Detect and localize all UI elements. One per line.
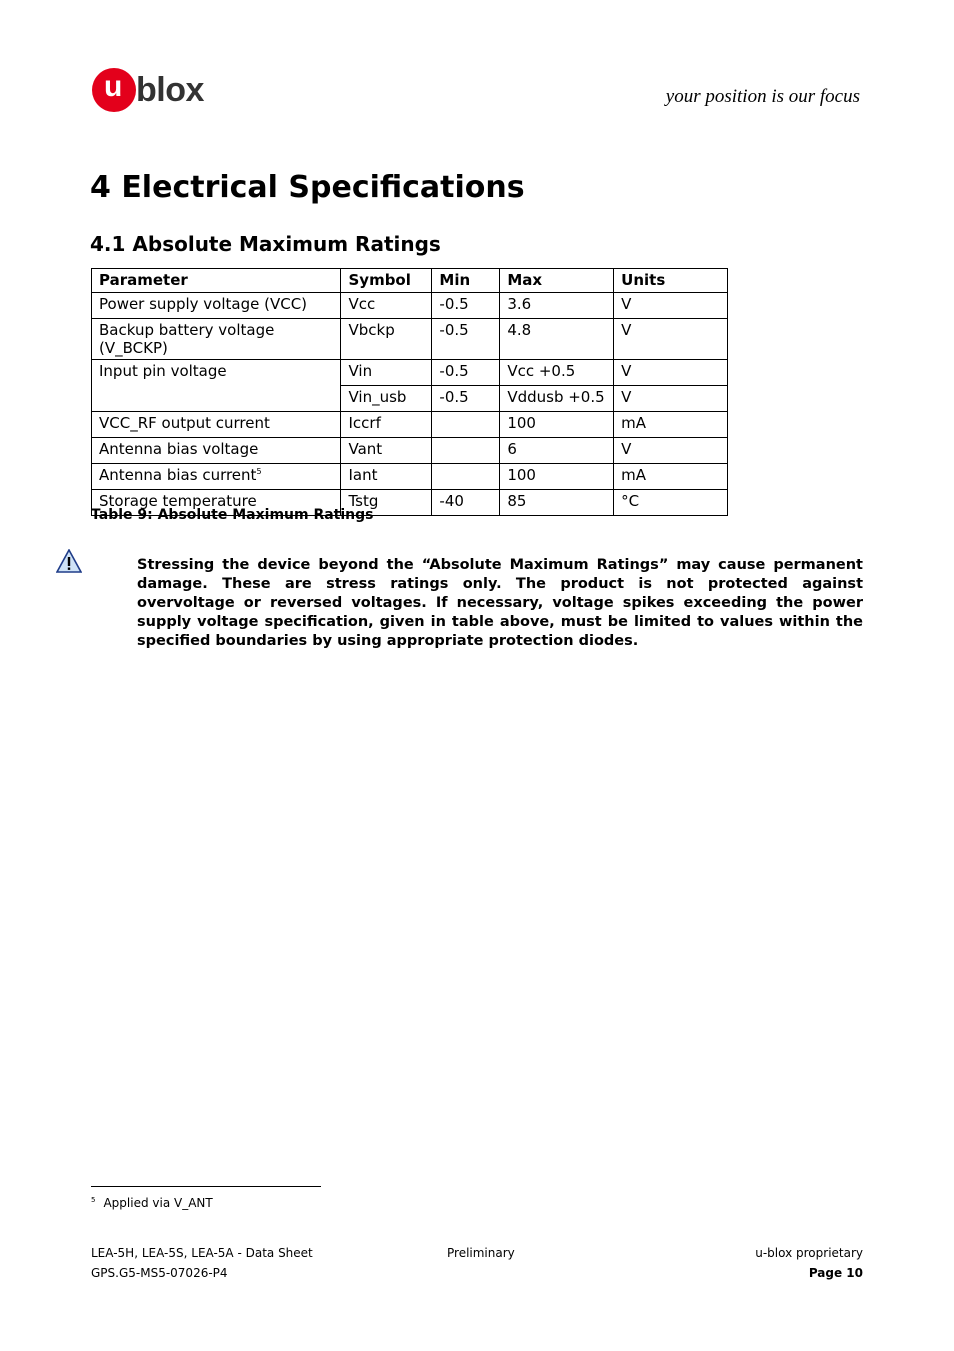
- cell-parameter: Antenna bias voltage: [92, 438, 341, 464]
- cell-max: 4.8: [500, 319, 614, 360]
- cell-max: Vcc +0.5: [500, 360, 614, 386]
- cell-symbol: Vin: [341, 360, 432, 386]
- cell-parameter: Input pin voltage: [92, 360, 341, 412]
- section-title: 4 Electrical Specifications: [90, 170, 525, 205]
- footer-proprietary: u-blox proprietary: [755, 1246, 863, 1260]
- cell-symbol: Tstg: [341, 490, 432, 516]
- cell-symbol: Iccrf: [341, 412, 432, 438]
- cell-units: V: [614, 386, 728, 412]
- footnote-text: Applied via V_ANT: [103, 1196, 213, 1210]
- footnote-ref[interactable]: 5: [256, 467, 262, 476]
- cell-min: -40: [432, 490, 500, 516]
- logo-letter: u: [104, 70, 123, 103]
- cell-max: 3.6: [500, 293, 614, 319]
- table-row: [92, 293, 728, 319]
- header-symbol: Symbol: [341, 269, 432, 293]
- cell-min: -0.5: [432, 293, 500, 319]
- cell-units: V: [614, 360, 728, 386]
- cell-min: [432, 412, 500, 438]
- cell-min: -0.5: [432, 319, 500, 360]
- cell-max: 100: [500, 464, 614, 490]
- table-row: [92, 360, 728, 386]
- cell-parameter: [92, 464, 341, 490]
- cell-units: mA: [614, 464, 728, 490]
- cell-max: Vddusb +0.5: [500, 386, 614, 412]
- cell-units: V: [614, 319, 728, 360]
- footnote-number: 5: [91, 1196, 96, 1204]
- cell-min: [432, 438, 500, 464]
- footnote-divider: [91, 1186, 321, 1187]
- cell-symbol: Iant: [341, 464, 432, 490]
- footer-status: Preliminary: [447, 1246, 515, 1260]
- footer-doc-title: LEA-5H, LEA-5S, LEA-5A - Data Sheet: [91, 1246, 313, 1260]
- ublox-logo: [92, 66, 222, 116]
- footer-page-number: Page 10: [808, 1266, 863, 1280]
- tagline: your position is our focus: [665, 86, 860, 107]
- warning-text: Stressing the device beyond the “Absolute Maximum Ratings” may cause permanent damage. These are stress ratings only. The product is not protected against overvoltage or reversed voltages. If necessary, voltage spikes exceeding the power supply voltage specification, given in table above, must be limited to values within the specified boundaries by using appropriate protection diodes.: [137, 557, 863, 649]
- cell-max: 85: [500, 490, 614, 516]
- footer-doc-number: GPS.G5-MS5-07026-P4: [91, 1266, 228, 1280]
- cell-units: mA: [614, 412, 728, 438]
- cell-symbol: Vin_usb: [341, 386, 432, 412]
- cell-min: -0.5: [432, 360, 500, 386]
- table-header-row: [92, 269, 728, 293]
- subsection-title: 4.1 Absolute Maximum Ratings: [90, 232, 441, 256]
- cell-units: V: [614, 293, 728, 319]
- cell-parameter: VCC_RF output current: [92, 412, 341, 438]
- table-row: [92, 464, 728, 490]
- table-caption: Table 9: Absolute Maximum Ratings: [91, 507, 374, 523]
- table-row: [92, 438, 728, 464]
- cell-max: 6: [500, 438, 614, 464]
- logo-text: blox: [136, 71, 204, 109]
- cell-symbol: Vcc: [341, 293, 432, 319]
- warning-triangle-icon: [56, 549, 82, 573]
- cell-parameter: Backup battery voltage (V_BCKP): [92, 319, 341, 360]
- cell-parameter: Storage temperature: [92, 490, 341, 516]
- header-units: Units: [614, 269, 728, 293]
- footnote: [91, 1196, 213, 1210]
- cell-units: °C: [614, 490, 728, 516]
- cell-parameter: Power supply voltage (VCC): [92, 293, 341, 319]
- cell-max: 100: [500, 412, 614, 438]
- cell-min: -0.5: [432, 386, 500, 412]
- header-max: Max: [500, 269, 614, 293]
- header-min: Min: [432, 269, 500, 293]
- cell-units: V: [614, 438, 728, 464]
- cell-parameter-text: Antenna bias current: [99, 466, 257, 484]
- cell-symbol: Vant: [341, 438, 432, 464]
- header-parameter: Parameter: [92, 269, 341, 293]
- table-row: [92, 319, 728, 360]
- table-row: [92, 412, 728, 438]
- ratings-table: [91, 268, 728, 516]
- cell-symbol: Vbckp: [341, 319, 432, 360]
- cell-min: [432, 464, 500, 490]
